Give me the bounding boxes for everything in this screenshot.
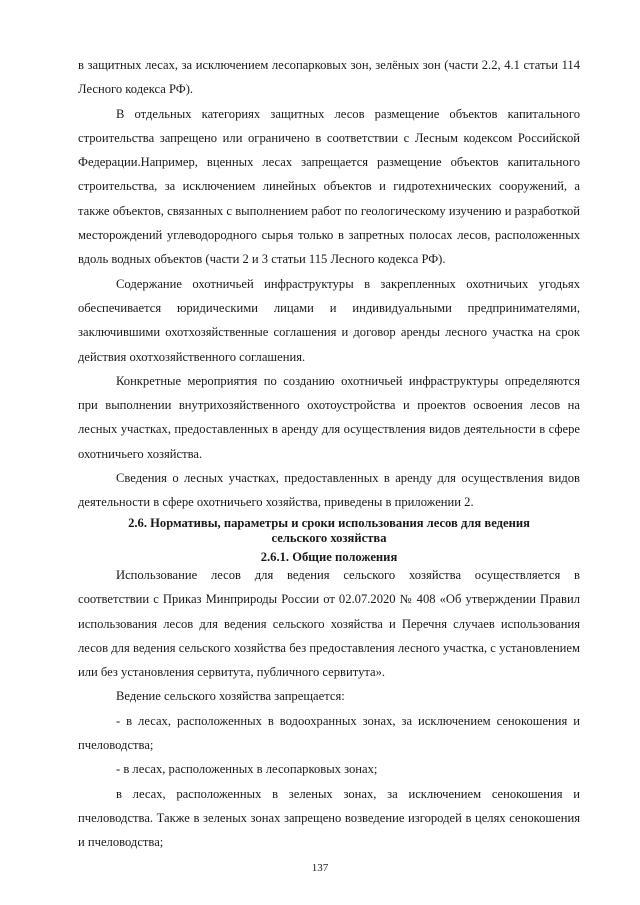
body-text-top xyxy=(78,53,580,515)
section-heading: 2.6. Нормативы, параметры и сроки использования лесов для ведения сельского хозяйства xyxy=(128,516,530,545)
list-item: - в лесах, расположенных в водоохранных зонах, за исключением сенокошения и пчеловодства; xyxy=(78,713,580,753)
paragraph: в защитных лесах, за исключением лесопарковых зон, зелёных зон (части 2.2, 4.1 статьи 114 Лесного кодекса РФ). xyxy=(78,58,580,97)
section-heading-block xyxy=(108,516,550,546)
paragraph: В отдельных категориях защитных лесов размещение объектов капитального строительства запрещено или ограничено в соответствии с Лесным кодексом Российской Федерации.Например, вценных лесах запрещается размещение объектов капитального строительства, за исключением линейных объектов и гидротехнических сооружений, а также объектов, связанных с выполнением работ по геологическому изучению и разработкой месторождений углеводородного сырья только в запретных полосах лесов, расположенных вдоль водных объектов (части 2 и 3 статьи 115 Лесного кодекса РФ). xyxy=(78,106,580,267)
list-item: в лесах, расположенных в зеленых зонах, за исключением сенокошения и пчеловодства. Также в зеленых зонах запрещено возведение изгородей в целях сенокошения и пчеловодства; xyxy=(78,786,580,850)
paragraph: Сведения о лесных участках, предоставленных в аренду для осуществления видов деятельности в сфере охотничьего хозяйства, приведены в приложении 2. xyxy=(78,471,580,510)
body-text-bottom xyxy=(78,563,580,855)
paragraph: Конкретные мероприятия по созданию охотничьей инфраструктуры определяются при выполнении внутрихозяйственного охотоустройства и проектов освоения лесов на лесных участках, предоставленных в аренду для осуществления видов деятельности в сфере охотничьего хозяйства. xyxy=(78,373,580,461)
paragraph: Содержание охотничьей инфраструктуры в закрепленных охотничьих угодьях обеспечивается юридическими лицами и индивидуальными предпринимателями, заключившими охотхозяйственные соглашения и договор аренды лесного участка на срок действия охотхозяйственного соглашения. xyxy=(78,276,580,364)
list-item: - в лесах, расположенных в лесопарковых зонах; xyxy=(116,762,378,777)
paragraph: Использование лесов для ведения сельского хозяйства осуществляется в соответствии с Приказ Минприроды России от 02.07.2020 № 408 «Об утверждении Правил использования лесов для ведения сельского хозяйства и Перечня случаев использования лесов для ведения сельского хозяйства без предоставления лесного участка, с установлением или без установления сервитута, публичного сервитута». xyxy=(78,568,580,680)
page-number: 137 xyxy=(311,862,329,874)
paragraph: Ведение сельского хозяйства запрещается: xyxy=(116,689,345,704)
subsection-heading: 2.6.1. Общие положения xyxy=(260,550,398,564)
